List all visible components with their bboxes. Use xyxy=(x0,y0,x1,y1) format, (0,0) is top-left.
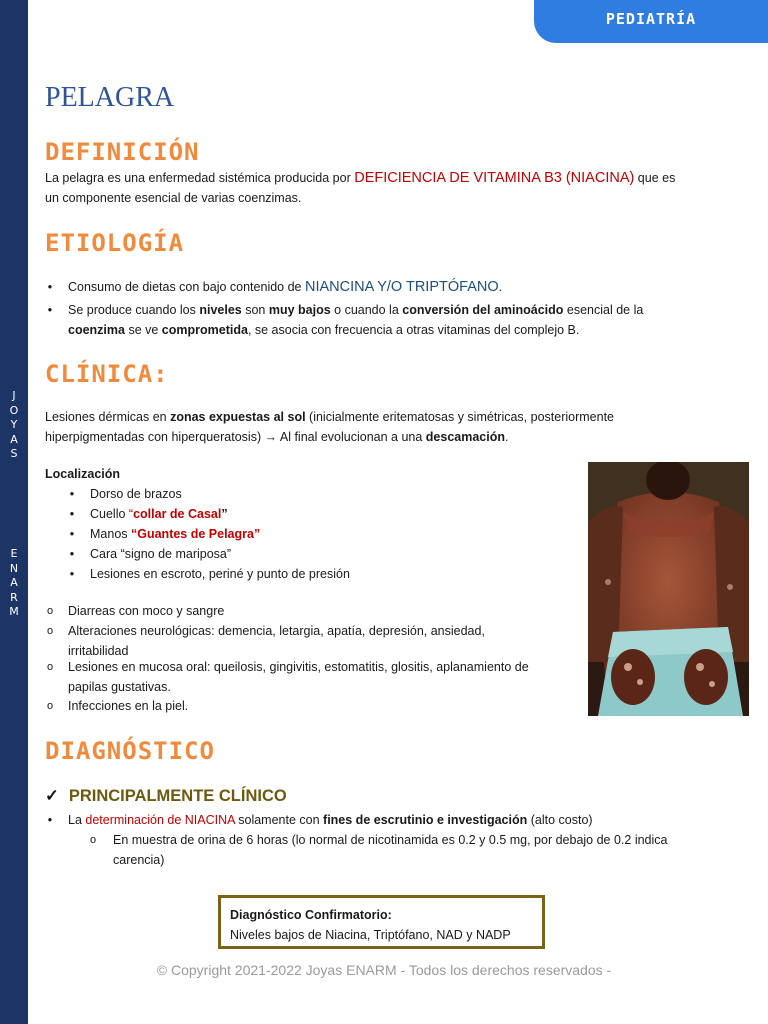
copyright-footer: © Copyright 2021-2022 Joyas ENARM - Todos los derechos reservados - xyxy=(156,962,612,978)
localizacion-label: Localización xyxy=(45,467,121,481)
sidebar-joyas-vertical-text: J O Y A S xyxy=(9,389,19,460)
page-title: PELAGRA xyxy=(45,82,175,113)
etiologia-highlight: NIANCINA Y/O TRIPTÓFANO xyxy=(304,279,499,295)
confirmatory-box: Diagnóstico Confirmatorio: Niveles bajos de Niacina, Triptófano, NAD y NADP xyxy=(218,895,545,949)
checkmark-icon: ✓ xyxy=(45,787,59,805)
clinica-lesiones-paragraph: Lesiones dérmicas en zonas expuestas al sol (inicialmente eritematosas y simétricas, posteriormente hiperpigmentadas con hiperqueratosis) → Al final evolucionan a una descamación. xyxy=(45,410,615,444)
clinica-heading: CLÍNICA: xyxy=(45,360,169,388)
definicion-heading: DEFINICIÓN xyxy=(45,138,200,166)
pellagra-photo-illustration xyxy=(588,462,749,716)
etiologia-heading: ETIOLOGÍA xyxy=(45,229,185,257)
sidebar-enarm-vertical-text: E N A R M xyxy=(9,547,19,618)
diagnostico-heading: DIAGNÓSTICO xyxy=(45,737,215,765)
arrow-icon: → xyxy=(264,430,278,444)
definicion-paragraph: La pelagra es una enfermedad sistémica producida por DEFICIENCIA DE VITAMINA B3 (NIACINA) que es un componente esencial de varias coenzimas. xyxy=(45,170,676,205)
left-sidebar xyxy=(0,0,28,1024)
check-heading: ✓ PRINCIPALMENTE CLÍNICO xyxy=(45,787,287,805)
category-tab-label: PEDIATRÍA xyxy=(605,10,697,28)
category-tab xyxy=(534,0,768,43)
pellagra-clinical-photo xyxy=(588,462,749,716)
definicion-highlight: DEFICIENCIA DE VITAMINA B3 (NIACINA) xyxy=(354,170,635,186)
